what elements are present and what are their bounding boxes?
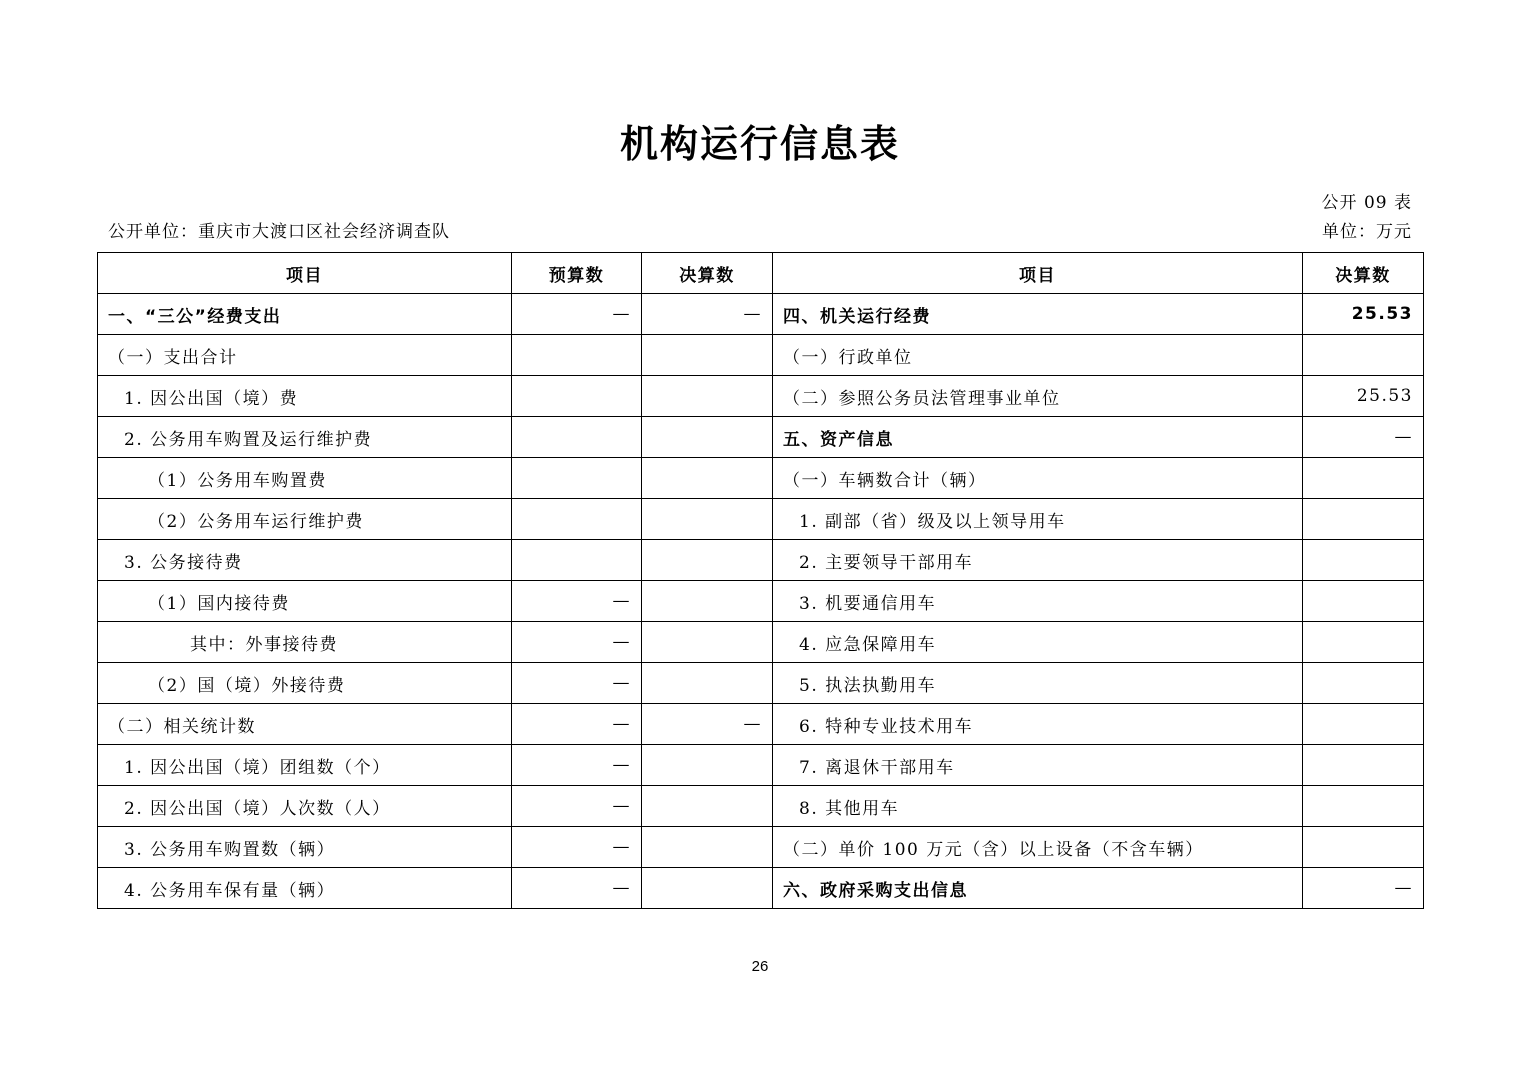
left-item: 3. 公务用车购置数（辆） [98, 827, 512, 868]
final-value [642, 376, 773, 417]
table-row [98, 458, 1424, 499]
right-final-value [1303, 704, 1424, 745]
page-title: 机构运行信息表 [619, 122, 900, 166]
right-item: 3. 机要通信用车 [773, 581, 1303, 622]
left-item: 1. 因公出国（境）费 [98, 376, 512, 417]
left-item: （2）公务用车运行维护费 [98, 499, 512, 540]
final-value [642, 581, 773, 622]
table-row [98, 786, 1424, 827]
final-value [642, 786, 773, 827]
budget-value: — [512, 581, 642, 622]
final-value: — [642, 294, 773, 335]
final-value [642, 540, 773, 581]
currency-unit: 单位：万元 [1322, 222, 1412, 242]
table-row [98, 704, 1424, 745]
header-item-right: 项目 [773, 253, 1303, 294]
final-value [642, 868, 773, 909]
right-final-value [1303, 622, 1424, 663]
right-final-value [1303, 581, 1424, 622]
reporting-unit: 公开单位：重庆市大渡口区社会经济调查队 [108, 222, 450, 242]
right-item: （一）行政单位 [773, 335, 1303, 376]
page-number: 26 [751, 958, 769, 975]
budget-value [512, 335, 642, 376]
budget-value: — [512, 622, 642, 663]
budget-value: — [512, 663, 642, 704]
right-final-value: 25.53 [1303, 376, 1424, 417]
right-final-value [1303, 458, 1424, 499]
budget-value [512, 540, 642, 581]
right-item: （一）车辆数合计（辆） [773, 458, 1303, 499]
left-item: 3. 公务接待费 [98, 540, 512, 581]
table-row [98, 745, 1424, 786]
final-value [642, 622, 773, 663]
right-final-value [1303, 335, 1424, 376]
right-final-value [1303, 499, 1424, 540]
budget-value [512, 376, 642, 417]
right-item: 1. 副部（省）级及以上领导用车 [773, 499, 1303, 540]
right-final-value [1303, 827, 1424, 868]
right-item: 4. 应急保障用车 [773, 622, 1303, 663]
right-final-value [1303, 786, 1424, 827]
left-item: 2. 公务用车购置及运行维护费 [98, 417, 512, 458]
table-header-row [98, 253, 1424, 294]
table-row [98, 335, 1424, 376]
budget-value: — [512, 704, 642, 745]
budget-value [512, 499, 642, 540]
table-row [98, 417, 1424, 458]
table-row [98, 376, 1424, 417]
table-row [98, 294, 1424, 335]
final-value [642, 335, 773, 376]
right-item: 四、机关运行经费 [773, 294, 1303, 335]
right-final-value: — [1303, 417, 1424, 458]
right-item: 7. 离退休干部用车 [773, 745, 1303, 786]
left-item: （2）国（境）外接待费 [98, 663, 512, 704]
right-final-value [1303, 540, 1424, 581]
budget-value: — [512, 745, 642, 786]
left-item: 4. 公务用车保有量（辆） [98, 868, 512, 909]
table-row [98, 868, 1424, 909]
right-final-value: — [1303, 868, 1424, 909]
table-row [98, 827, 1424, 868]
right-item: 5. 执法执勤用车 [773, 663, 1303, 704]
right-final-value [1303, 663, 1424, 704]
left-item: （1）公务用车购置费 [98, 458, 512, 499]
left-item: （1）国内接待费 [98, 581, 512, 622]
right-final-value [1303, 745, 1424, 786]
table-row [98, 540, 1424, 581]
left-item: （二）相关统计数 [98, 704, 512, 745]
table-row [98, 622, 1424, 663]
budget-value: — [512, 786, 642, 827]
budget-value [512, 458, 642, 499]
table-row [98, 499, 1424, 540]
final-value: — [642, 704, 773, 745]
table-row [98, 581, 1424, 622]
left-item: 2. 因公出国（境）人次数（人） [98, 786, 512, 827]
right-item: （二）单价 100 万元（含）以上设备（不含车辆） [773, 827, 1303, 868]
right-item: 6. 特种专业技术用车 [773, 704, 1303, 745]
final-value [642, 417, 773, 458]
budget-value: — [512, 868, 642, 909]
right-item: 8. 其他用车 [773, 786, 1303, 827]
final-value [642, 499, 773, 540]
left-item: 一、“三公”经费支出 [98, 294, 512, 335]
final-value [642, 745, 773, 786]
header-budget: 预算数 [512, 253, 642, 294]
right-final-value: 25.53 [1303, 294, 1424, 335]
final-value [642, 458, 773, 499]
left-item: （一）支出合计 [98, 335, 512, 376]
table-row [98, 663, 1424, 704]
right-item: 五、资产信息 [773, 417, 1303, 458]
right-item: （二）参照公务员法管理事业单位 [773, 376, 1303, 417]
header-final-right: 决算数 [1303, 253, 1424, 294]
left-item: 1. 因公出国（境）团组数（个） [98, 745, 512, 786]
right-item: 2. 主要领导干部用车 [773, 540, 1303, 581]
budget-value: — [512, 294, 642, 335]
final-value [642, 663, 773, 704]
info-table [97, 252, 1424, 909]
right-item: 六、政府采购支出信息 [773, 868, 1303, 909]
final-value [642, 827, 773, 868]
budget-value [512, 417, 642, 458]
header-final-left: 决算数 [642, 253, 773, 294]
form-number: 公开 09 表 [1321, 193, 1412, 213]
header-item-left: 项目 [98, 253, 512, 294]
budget-value: — [512, 827, 642, 868]
left-item: 其中：外事接待费 [98, 622, 512, 663]
